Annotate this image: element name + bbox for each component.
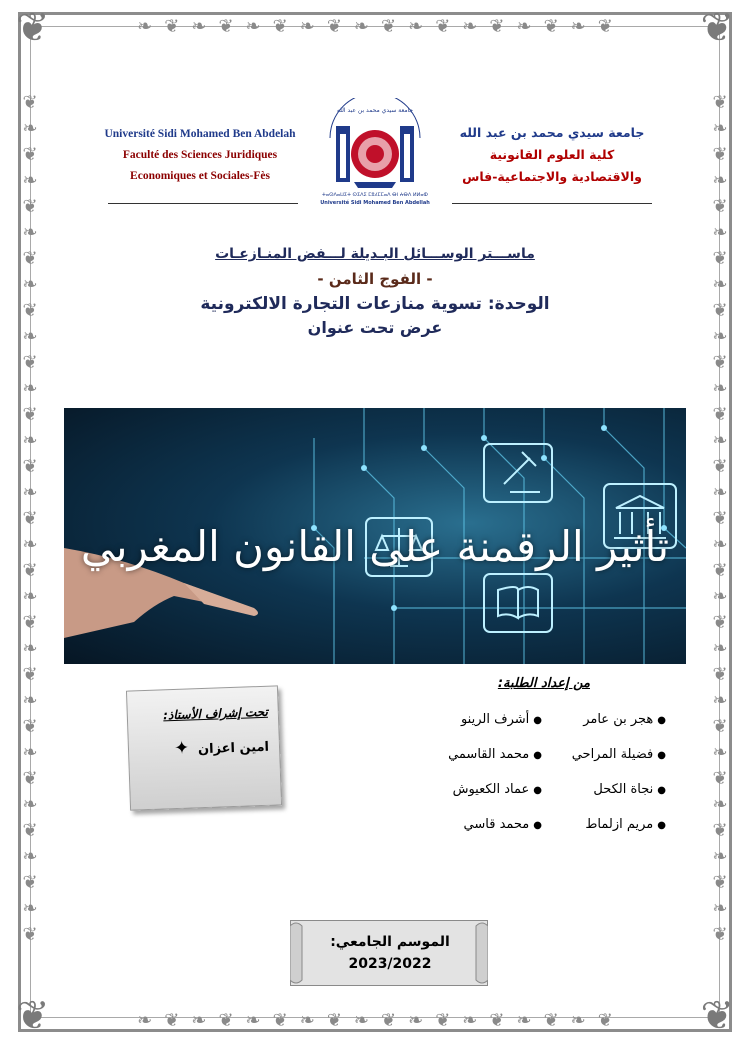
faculty-name-fr-line2: Economiques et Sociales-Fès	[130, 170, 270, 182]
university-logo	[316, 98, 434, 208]
bullet-icon: ●	[657, 750, 666, 761]
corner-ornament-icon: ❦	[700, 993, 734, 1039]
corner-ornament-icon: ❦	[700, 5, 734, 51]
bullet-icon: ●	[533, 715, 542, 726]
header-arabic	[452, 122, 652, 188]
academic-year-scroll	[290, 920, 488, 986]
corner-ornament-icon: ❦	[16, 993, 50, 1039]
student-name: ●هجر بن عامر	[583, 712, 666, 727]
border-ornament-left: ❦ ❧ ❦ ❧ ❦ ❧ ❦ ❧ ❦ ❧ ❦ ❧ ❦ ❧ ❦ ❧ ❦ ❧ ❦ ❧ ❦ ❧ ❦ ❧ ❦ ❧ ❦ ❧ ❦ ❧ ❦ ❧ ❦	[22, 92, 38, 945]
header-divider-right	[452, 203, 652, 204]
faculty-name-fr-line1: Faculté des Sciences Juridiques	[122, 149, 278, 161]
supervisor-name-row	[129, 735, 270, 761]
logo-fr-text: Université Sidi Mohamed Ben Abdellah	[320, 200, 430, 206]
student-name: ●نجاة الكحل	[593, 782, 666, 797]
master-title: ماســـتر الوســـائل البـديلة لـــفض المنـازعـات	[215, 246, 535, 262]
faculty-name-ar-line2: والاقتصادية والاجتماعية-فاس	[462, 169, 642, 184]
bullet-icon: ●	[657, 820, 666, 831]
student-name: ●محمد القاسمي	[448, 747, 542, 762]
academic-year-label: الموسم الجامعي:	[330, 934, 450, 950]
student-name: ●محمد قاسي	[463, 817, 542, 832]
logo-arc-text: جامعة سيدي محمد بن عبد الله	[336, 107, 414, 114]
bullet-icon: ●	[533, 785, 542, 796]
bullet-icon: ●	[657, 715, 666, 726]
gavel-icon	[484, 444, 552, 502]
academic-year-value: 2023/2022	[348, 956, 432, 972]
logo-tifinagh-text: ⵜⴰⵙⴷⴰⵡⵉⵜ ⵙⵉⴷⵉ ⵎⵓⵃⵎⵎⴰⴷ ⴱⵏ ⵄⴱⴷ ⵍⵍⴰⵀ	[322, 192, 428, 198]
header-french	[100, 124, 300, 187]
presentation-label: عرض تحت عنوان	[307, 318, 443, 337]
student-name: ●مريم ازلماط	[585, 817, 666, 832]
cover-banner-image	[64, 408, 686, 664]
student-name: ●أشرف الرينو	[460, 712, 542, 727]
border-ornament-right: ❦ ❧ ❦ ❧ ❦ ❧ ❦ ❧ ❦ ❧ ❦ ❧ ❦ ❧ ❦ ❧ ❦ ❧ ❦ ❧ ❦ ❧ ❦ ❧ ❦ ❧ ❦ ❧ ❦ ❧ ❦ ❧ ❦	[712, 92, 728, 945]
student-name: ●عماد الكعيوش	[452, 782, 542, 797]
bullet-icon: ●	[657, 785, 666, 796]
university-name-ar: جامعة سيدي محمد بن عبد الله	[459, 125, 645, 140]
faculty-name-ar-line1: كلية العلوم القانونية	[489, 147, 615, 162]
book-icon	[484, 574, 552, 632]
supervisor-title: تحت إشراف الأستاذ:	[162, 704, 269, 723]
cohort-title: - الفوج الثامن -	[317, 270, 433, 288]
bullet-icon: ●	[533, 750, 542, 761]
module-title: الوحدة: تسوية منازعات التجارة الالكترونية	[200, 294, 550, 314]
academic-year	[291, 931, 489, 975]
bullet-icon: ●	[533, 820, 542, 831]
university-name-fr: Université Sidi Mohamed Ben Abdelah	[104, 128, 296, 140]
border-ornament-top: ❧ ❦ ❧ ❦ ❧ ❦ ❧ ❦ ❧ ❦ ❧ ❦ ❧ ❦ ❧ ❦ ❧ ❦	[137, 16, 613, 37]
document-titles	[100, 246, 650, 337]
supervisor-box	[126, 685, 282, 810]
supervisor-name: امين اعزان	[197, 739, 270, 758]
students-section-title: من إعداد الطلبة:	[497, 676, 590, 691]
star-bullet-icon: ✦	[173, 737, 190, 760]
student-name: ●فضيلة المراحي	[571, 747, 666, 762]
border-ornament-bottom: ❧ ❦ ❧ ❦ ❧ ❦ ❧ ❦ ❧ ❦ ❧ ❦ ❧ ❦ ❧ ❦ ❧ ❦	[137, 1010, 613, 1031]
header-divider-left	[108, 203, 298, 204]
presentation-title: تأثير الرقمنة على القانون المغربي	[80, 522, 670, 571]
corner-ornament-icon: ❦	[16, 5, 50, 51]
